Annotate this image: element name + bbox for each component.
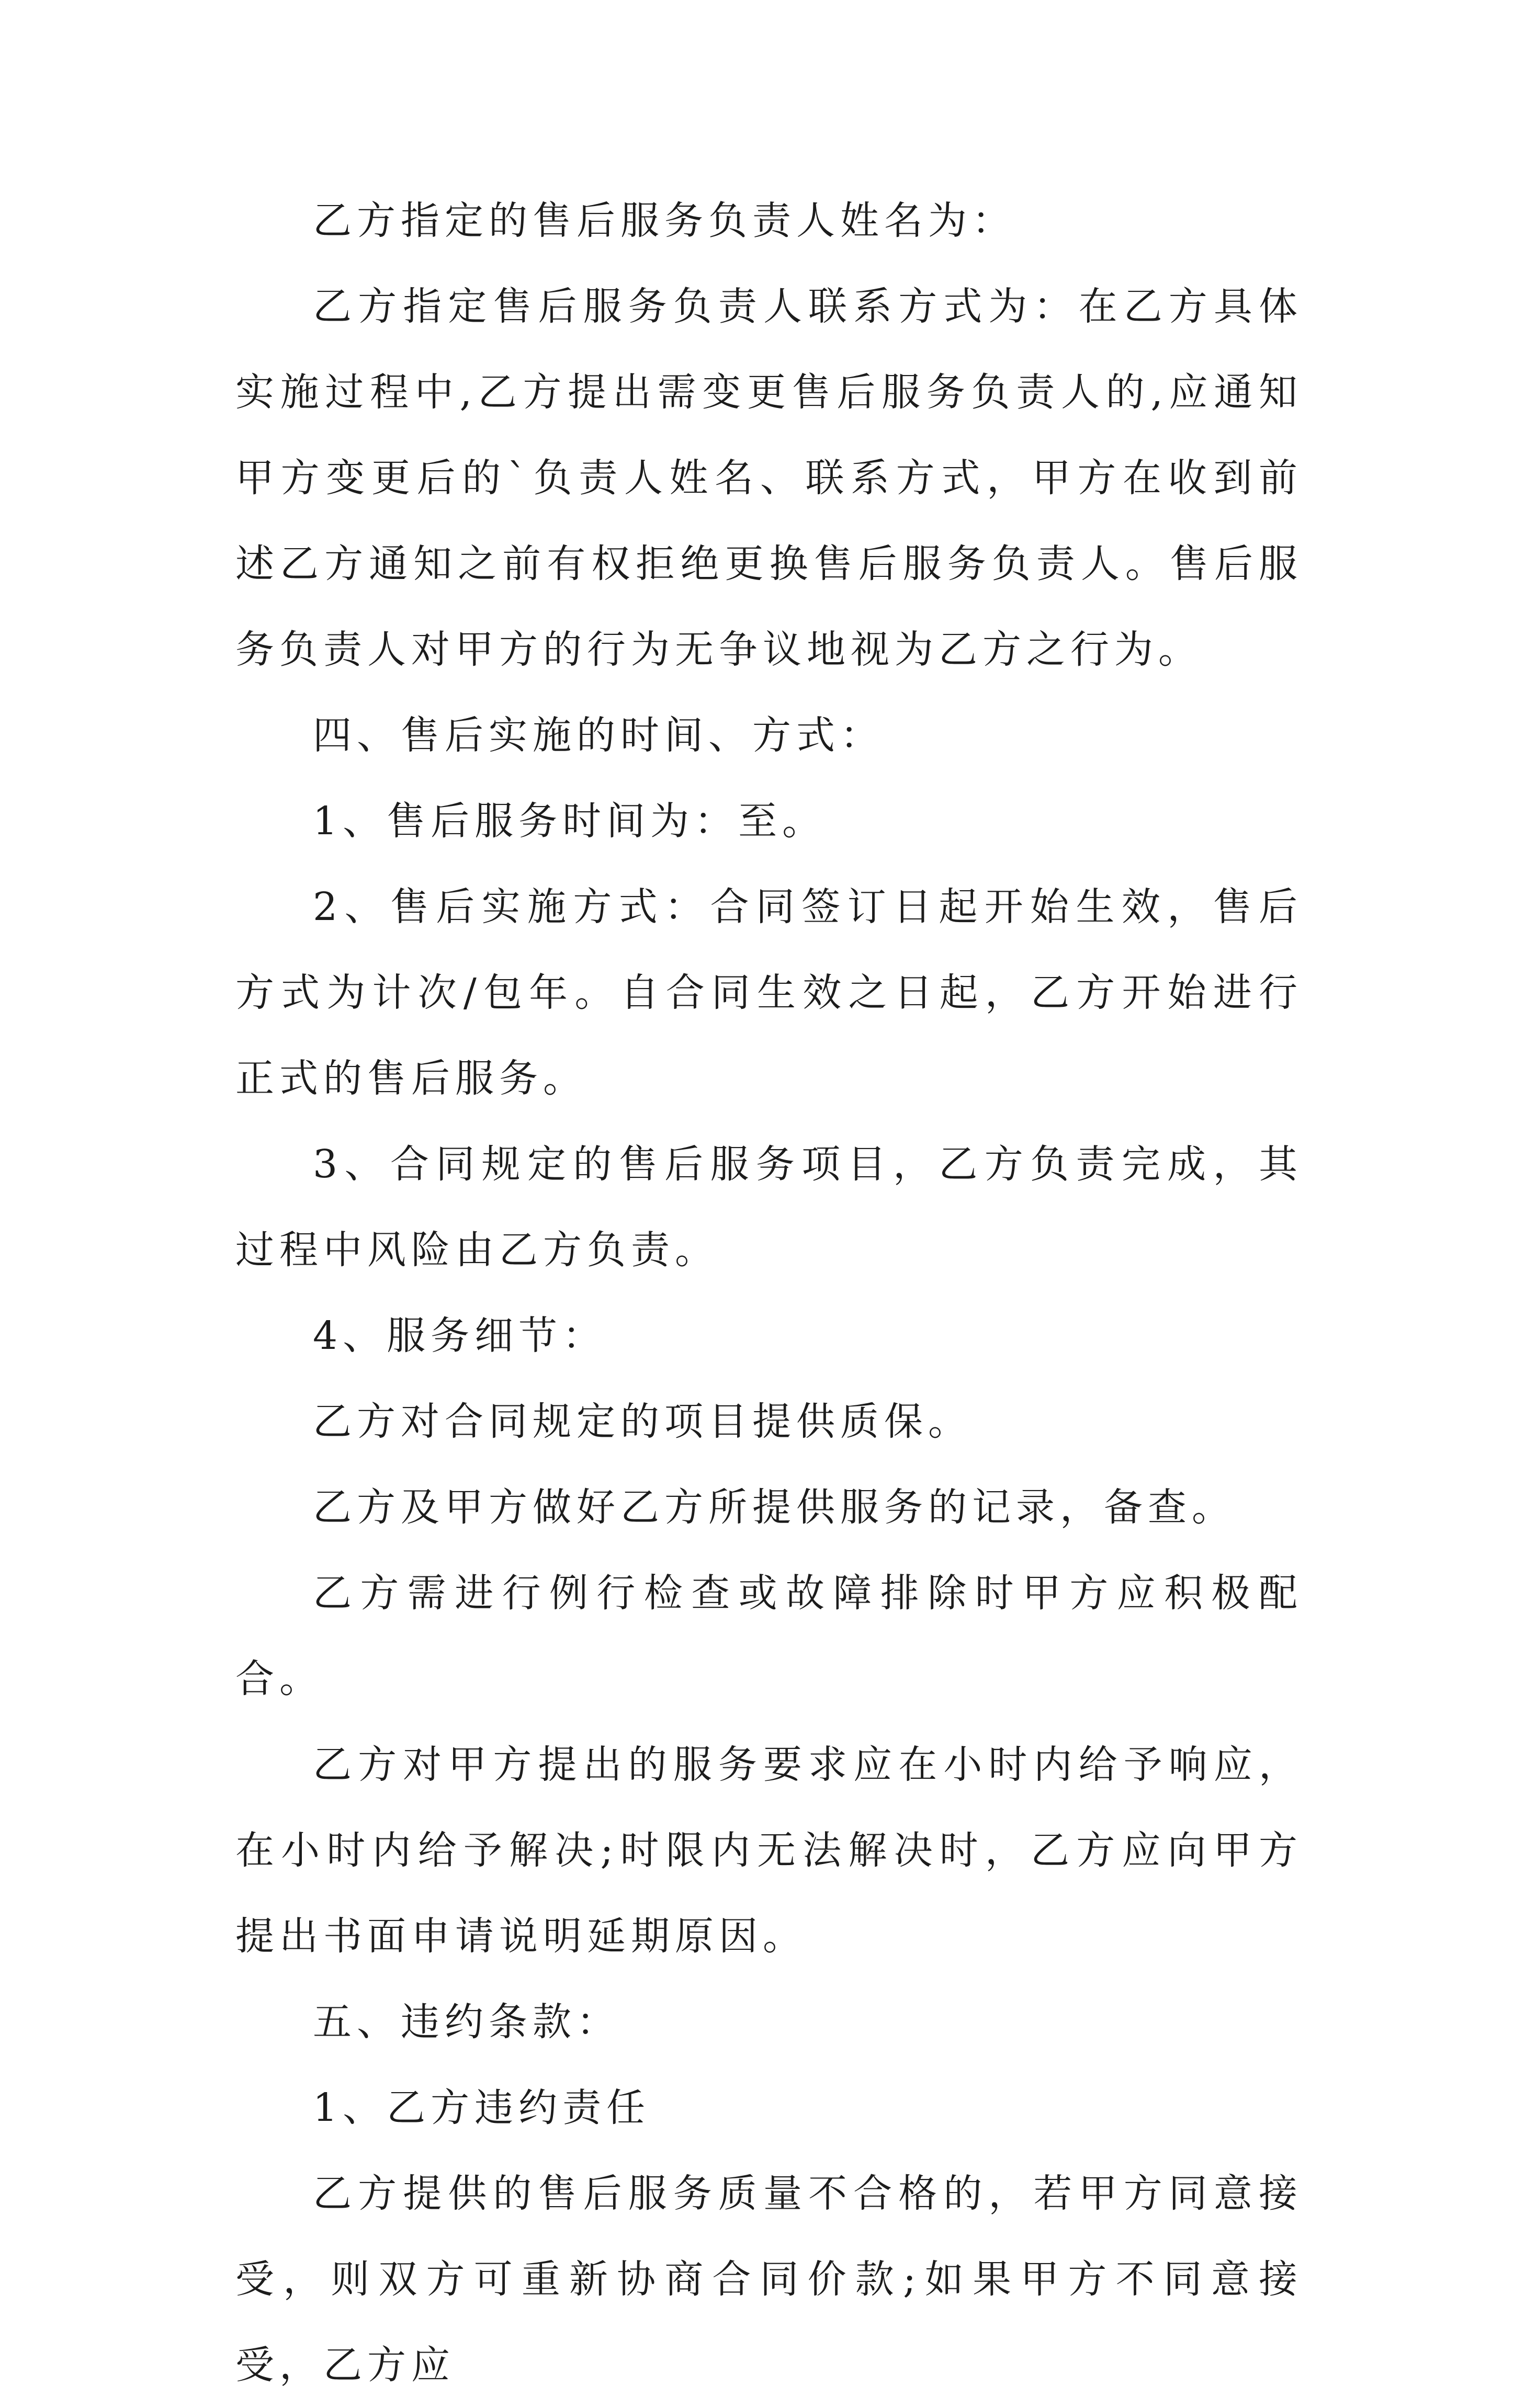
document-body: [235, 178, 1303, 2408]
paragraph-service-method: 2、售后实施方式：合同签订日起开始生效，售后方式为计次/包年。自合同生效之日起，乙方开始进行正式的售后服务。: [235, 884, 1303, 1101]
paragraph-inspection: 乙方需进行例行检查或故障排除时甲方应积极配合。: [235, 1571, 1303, 1701]
section-heading-time-and-method: 四、售后实施的时间、方式：: [313, 713, 884, 758]
paragraph-warranty: 乙方对合同规定的项目提供质保。: [313, 1399, 972, 1444]
paragraph-quality-breach: 乙方提供的售后服务质量不合格的，若甲方同意接受，则双方可重新协商合同价款;如果甲方不同意接受，乙方应: [235, 2171, 1303, 2388]
paragraph-service-manager-contact: 乙方指定售后服务负责人联系方式为：在乙方具体实施过程中,乙方提出需变更售后服务负责人的,应通知甲方变更后的`负责人姓名、联系方式，甲方在收到前述乙方通知之前有权拒绝更换售后服务负责人。售后服务负责人对甲方的行为无争议地视为乙方之行为。: [235, 284, 1303, 672]
paragraph-service-manager-name: 乙方指定的售后服务负责人姓名为：: [313, 198, 1016, 243]
paragraph-service-items: 3、合同规定的售后服务项目，乙方负责完成，其过程中风险由乙方负责。: [235, 1142, 1303, 1273]
paragraph-records: 乙方及甲方做好乙方所提供服务的记录，备查。: [313, 1485, 1236, 1530]
paragraph-response-time: 乙方对甲方提出的服务要求应在小时内给予响应，在小时内给予解决;时限内无法解决时，乙方应向甲方提出书面申请说明延期原因。: [235, 1742, 1303, 1959]
subheading-party-b-liability: 1、乙方违约责任: [313, 2085, 651, 2130]
section-heading-breach-terms: 五、违约条款：: [313, 2000, 620, 2044]
paragraph-service-time: 1、售后服务时间为：至。: [313, 799, 827, 844]
subheading-service-details: 4、服务细节：: [313, 1313, 607, 1358]
